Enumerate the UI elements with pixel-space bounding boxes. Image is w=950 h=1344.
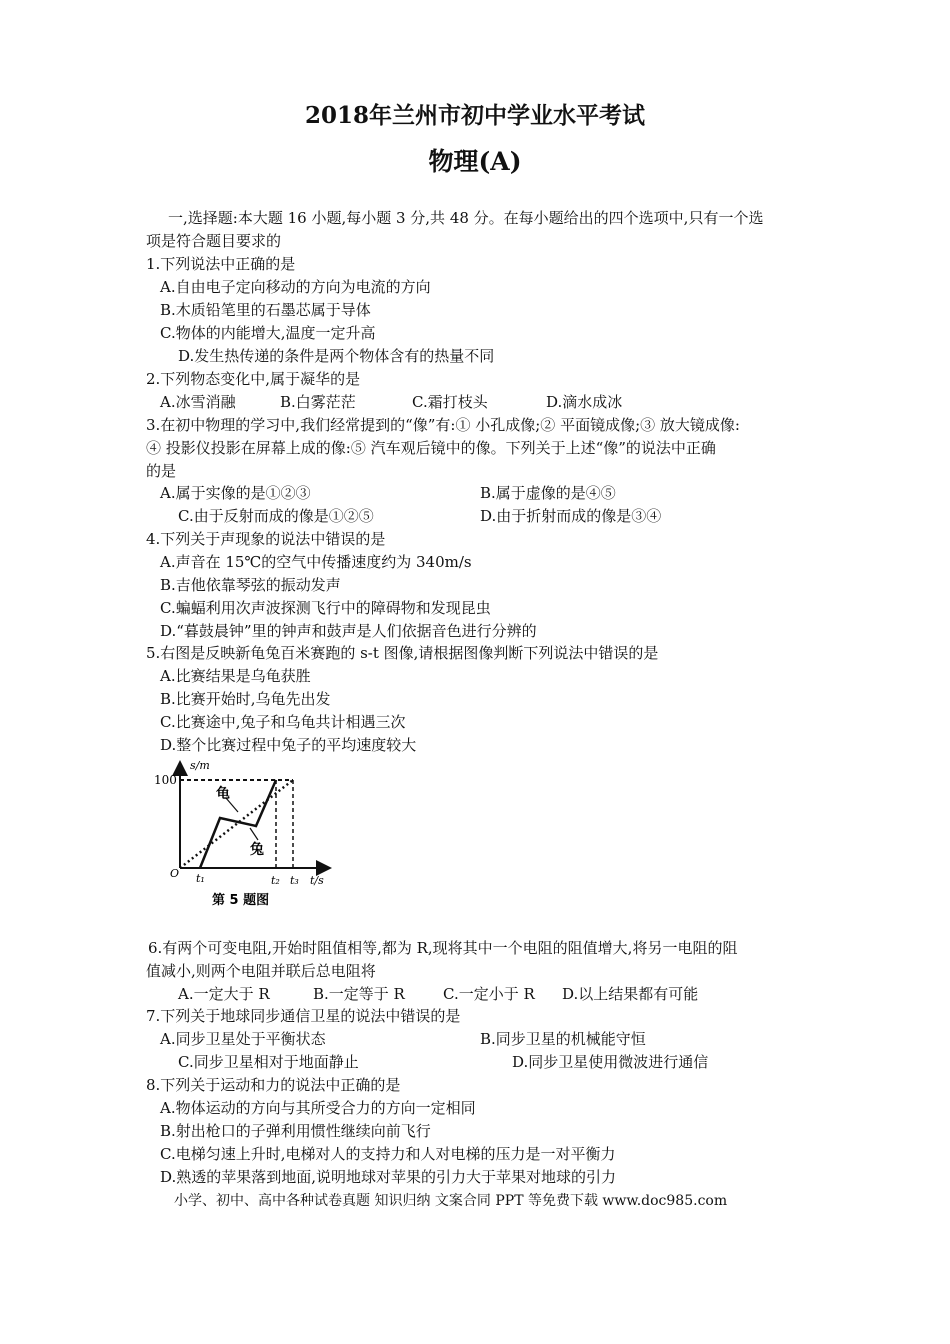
q1-option-a: A.自由电子定向移动的方向为电流的方向 xyxy=(160,278,431,296)
footer-watermark: 小学、初中、高中各种试卷真题 知识归纳 文案合同 PPT 等免费下载 www.doc985.com xyxy=(174,1193,728,1209)
figure-caption: 第 5 题图 xyxy=(212,893,270,908)
q3-stem-line3: 的是 xyxy=(146,462,177,480)
turtle-label: 龟 xyxy=(216,786,230,802)
q6-option-a: A.一定大于 R xyxy=(178,985,270,1003)
rabbit-pointer xyxy=(250,828,258,840)
y-axis-label: s/m xyxy=(190,759,210,772)
rabbit-label: 兔 xyxy=(250,842,264,858)
q1-option-c: C.物体的内能增大,温度一定升高 xyxy=(160,324,376,342)
q3-option-d: D.由于折射而成的像是③④ xyxy=(480,507,662,525)
q1-option-d: D.发生热传递的条件是两个物体含有的热量不同 xyxy=(178,347,495,365)
q6-option-c: C.一定小于 R xyxy=(443,985,535,1003)
exam-subject: 物理(A) xyxy=(428,147,522,176)
t3-label: t₃ xyxy=(290,874,299,887)
q3-option-a: A.属于实像的是①②③ xyxy=(160,484,311,502)
q6-stem-line1: 6.有两个可变电阻,开始时阻值相等,都为 R,现将其中一个电阻的阻值增大,将另一电阻的阻 xyxy=(148,939,738,957)
q8-stem: 8.下列关于运动和力的说法中正确的是 xyxy=(146,1076,401,1094)
q3-stem-line1: 3.在初中物理的学习中,我们经常提到的“像”有:① 小孔成像;② 平面镜成像;③ 放大镜成像: xyxy=(146,416,740,434)
q4-option-a: A.声音在 15℃的空气中传播速度约为 340m/s xyxy=(160,553,472,571)
q4-option-b: B.吉他依靠琴弦的振动发声 xyxy=(160,576,341,594)
q5-option-a: A.比赛结果是乌龟获胜 xyxy=(160,667,311,685)
q2-option-c: C.霜打枝头 xyxy=(412,393,488,411)
q1-stem: 1.下列说法中正确的是 xyxy=(146,255,296,273)
q5-option-b: B.比赛开始时,乌龟先出发 xyxy=(160,690,331,708)
q2-stem: 2.下列物态变化中,属于凝华的是 xyxy=(146,370,361,388)
q8-option-a: A.物体运动的方向与其所受合力的方向一定相同 xyxy=(160,1099,476,1117)
q6-option-b: B.一定等于 R xyxy=(313,985,405,1003)
q7-option-d: D.同步卫星使用微波进行通信 xyxy=(512,1053,709,1071)
y-max-tick: 100 xyxy=(154,773,177,787)
q8-option-b: B.射出枪口的子弹利用惯性继续向前飞行 xyxy=(160,1122,431,1140)
origin-label: O xyxy=(170,867,180,880)
q4-option-d: D.“暮鼓晨钟”里的钟声和鼓声是人们依据音色进行分辨的 xyxy=(160,622,537,640)
q6-stem-line2: 值减小,则两个电阻并联后总电阻将 xyxy=(146,962,376,980)
q3-stem-line2: ④ 投影仪投影在屏幕上成的像:⑤ 汽车观后镜中的像。下列关于上述“像”的说法中正确 xyxy=(146,439,716,457)
q4-option-c: C.蝙蝠利用次声波探测飞行中的障碍物和发现昆虫 xyxy=(160,599,491,617)
exam-title: 2018年兰州市初中学业水平考试 xyxy=(304,102,645,129)
q6-option-d: D.以上结果都有可能 xyxy=(562,985,699,1003)
x-axis-label: t/s xyxy=(310,874,324,887)
q2-option-d: D.滴水成冰 xyxy=(546,393,623,411)
q7-option-b: B.同步卫星的机械能守恒 xyxy=(480,1030,646,1048)
q8-option-d: D.熟透的苹果落到地面,说明地球对苹果的引力大于苹果对地球的引力 xyxy=(160,1168,617,1186)
q5-stem: 5.右图是反映新龟兔百米赛跑的 s-t 图像,请根据图像判断下列说法中错误的是 xyxy=(146,644,659,662)
q4-stem: 4.下列关于声现象的说法中错误的是 xyxy=(146,530,386,548)
q7-option-c: C.同步卫星相对于地面静止 xyxy=(178,1053,359,1071)
q7-stem: 7.下列关于地球同步通信卫星的说法中错误的是 xyxy=(146,1007,461,1025)
q3-option-b: B.属于虚像的是④⑤ xyxy=(480,484,616,502)
q2-option-a: A.冰雪消融 xyxy=(160,393,236,411)
t2-label: t₂ xyxy=(271,874,280,887)
rabbit-line xyxy=(200,780,276,868)
q5-option-c: C.比赛途中,兔子和乌龟共计相遇三次 xyxy=(160,713,406,731)
q5-option-d: D.整个比赛过程中兔子的平均速度较大 xyxy=(160,736,417,754)
q1-option-b: B.木质铅笔里的石墨芯属于导体 xyxy=(160,301,371,319)
q3-option-c: C.由于反射而成的像是①②⑤ xyxy=(178,507,374,525)
t1-label: t₁ xyxy=(196,872,205,885)
q2-option-b: B.白雾茫茫 xyxy=(280,393,356,411)
q8-option-c: C.电梯匀速上升时,电梯对人的支持力和人对电梯的压力是一对平衡力 xyxy=(160,1145,616,1163)
q7-option-a: A.同步卫星处于平衡状态 xyxy=(160,1030,326,1048)
st-graph-figure xyxy=(150,756,350,916)
section-instructions-line2: 项是符合题目要求的 xyxy=(146,232,282,250)
section-instructions-line1: 一,选择题:本大题 16 小题,每小题 3 分,共 48 分。在每小题给出的四个选项中,只有一个选 xyxy=(168,209,764,227)
